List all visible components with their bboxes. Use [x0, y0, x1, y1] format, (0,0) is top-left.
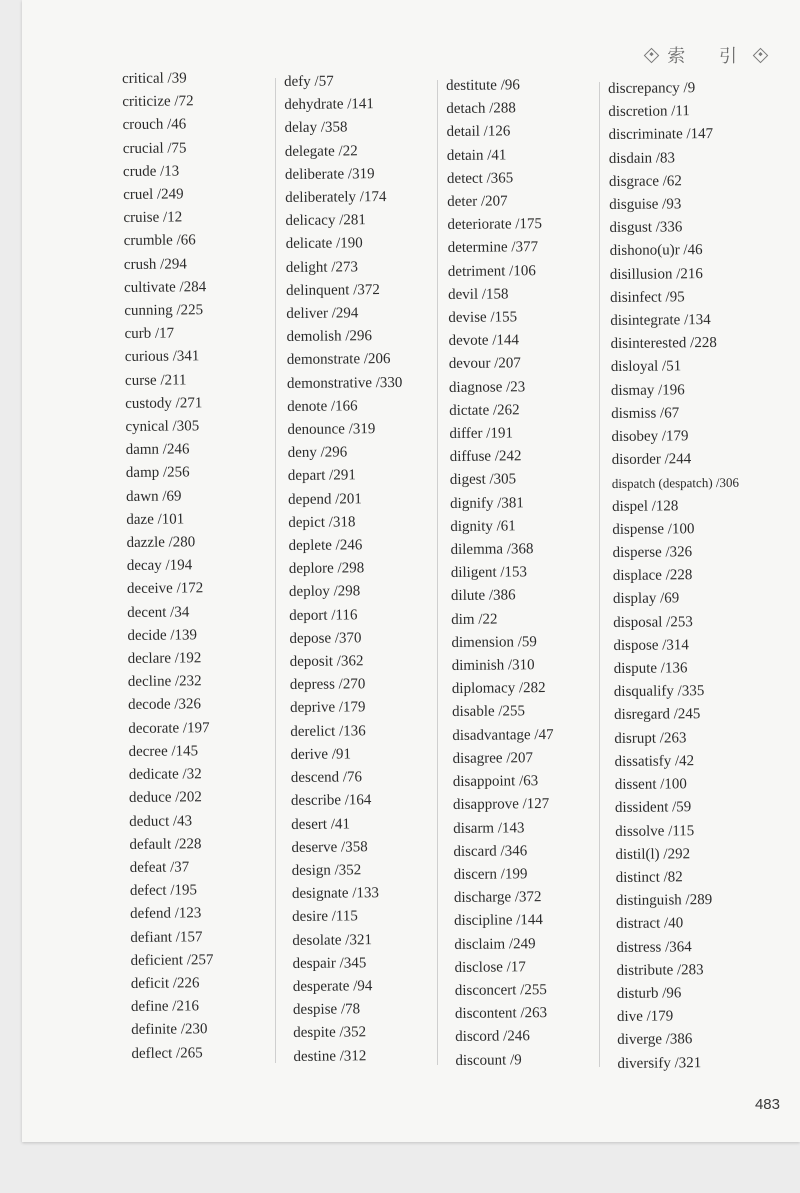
index-entry: decide /139	[127, 627, 198, 644]
index-entry: disperse /326	[612, 544, 693, 562]
index-entry: disapprove /127	[452, 796, 550, 814]
index-entry: desire /115	[292, 908, 358, 926]
index-entry: dilute /386	[450, 587, 516, 605]
index-entry: dictate /262	[449, 402, 520, 419]
index-entry: diligent /153	[450, 564, 528, 582]
index-entry: decent /34	[127, 604, 190, 621]
index-entry: devise /155	[448, 309, 518, 327]
index-entry: custody /271	[125, 395, 203, 412]
index-entry: decay /194	[126, 557, 193, 575]
index-entry: devil /158	[448, 286, 509, 303]
index-entry: despair /345	[292, 954, 367, 972]
index-entry: distribute /283	[616, 961, 704, 979]
index-entry: descend /76	[290, 769, 363, 787]
index-entry: defy /57	[284, 73, 334, 90]
index-entry: dissolve /115	[615, 822, 695, 840]
index-entry: disturb /96	[616, 985, 682, 1002]
index-entry: depose /370	[289, 630, 362, 647]
index-entry: deduce /202	[128, 789, 202, 807]
index-entry: devote /144	[448, 332, 520, 350]
column-divider	[275, 78, 276, 1063]
page-number: 483	[754, 1096, 780, 1113]
index-entry: crude /13	[122, 163, 180, 180]
index-entry: dishono(u)r /46	[609, 242, 703, 260]
index-entry: define /216	[130, 998, 199, 1016]
index-entry: disqualify /335	[613, 683, 705, 701]
index-entry: dim /22	[451, 611, 498, 628]
index-entry: detect /365	[446, 170, 514, 187]
index-entry: discrepancy /9	[608, 80, 696, 97]
index-entry: defiant /157	[130, 928, 203, 946]
index-entry: disposal /253	[613, 613, 693, 631]
index-entry: discharge /372	[453, 889, 542, 907]
index-entry: discretion /11	[608, 103, 690, 121]
index-entry: deport /116	[289, 606, 358, 624]
index-entry: dispatch (despatch) /306	[611, 475, 740, 492]
column-divider	[437, 80, 438, 1065]
index-entry: disrupt /263	[614, 729, 687, 747]
index-entry: criticize /72	[122, 93, 194, 111]
index-entry: cruise /12	[123, 209, 183, 227]
index-entry: deserve /358	[291, 838, 368, 856]
index-entry: defend /123	[130, 905, 202, 923]
index-entry: deduct /43	[129, 812, 193, 830]
index-entry: crumble /66	[123, 232, 196, 250]
index-entry: deter /207	[447, 193, 508, 211]
index-entry: discord /246	[455, 1028, 530, 1046]
index-column-1	[122, 67, 214, 1065]
index-entry: disregard /245	[614, 706, 701, 724]
index-entry: deteriorate /175	[447, 216, 543, 234]
index-entry: disobey /179	[611, 428, 689, 446]
index-entry: dazzle /280	[126, 534, 196, 552]
index-entry: devour /207	[448, 355, 521, 373]
index-entry: crouch /46	[122, 116, 187, 134]
index-entry: dismiss /67	[611, 405, 680, 422]
index-entry: disloyal /51	[610, 358, 682, 376]
index-entry: distract /40	[616, 915, 684, 933]
index-entry: depend /201	[288, 490, 362, 508]
index-entry: dive /179	[616, 1008, 674, 1026]
index-entry: discriminate /147	[608, 126, 714, 144]
index-entry: dignity /61	[450, 518, 516, 535]
index-entry: dilemma /368	[450, 541, 534, 559]
index-entry: displace /228	[612, 567, 693, 585]
index-entry: disclose /17	[454, 958, 526, 976]
index-entry: dispute /136	[613, 660, 688, 678]
index-entry: disagree /207	[452, 750, 534, 767]
index-entry: crush /294	[123, 256, 187, 273]
index-entry: detach /288	[446, 100, 516, 118]
index-entry: dissent /100	[614, 776, 687, 794]
index-entry: destine /312	[293, 1047, 367, 1065]
index-entry: designate /133	[291, 885, 380, 903]
diamond-icon	[644, 47, 660, 63]
index-entry: dispose /314	[613, 637, 689, 654]
index-entry: detain /41	[446, 147, 507, 164]
index-entry: distinguish /289	[615, 892, 713, 910]
index-entry: depress /270	[289, 676, 366, 694]
column-divider	[599, 82, 600, 1067]
index-entry: despite /352	[293, 1024, 367, 1042]
index-entry: curb /17	[124, 325, 175, 343]
index-entry: deflect /265	[131, 1044, 203, 1062]
index-entry: defeat /37	[129, 859, 190, 876]
index-entry: disclaim /249	[454, 935, 536, 953]
index-entry: deposit /362	[289, 653, 364, 671]
index-entry: describe /164	[290, 792, 372, 810]
index-entry: disguise /93	[609, 196, 682, 214]
index-entry: discount /9	[455, 1051, 522, 1069]
index-entry: cruel /249	[123, 186, 184, 204]
index-entry: deceive /172	[126, 580, 204, 598]
index-entry: disable /255	[452, 703, 526, 721]
index-entry: display /69	[612, 590, 680, 608]
index-entry: distinct /82	[615, 869, 683, 886]
index-entry: delight /273	[285, 258, 359, 276]
index-entry: deplete /246	[288, 537, 363, 555]
page-header-title: 索 引	[667, 46, 751, 67]
index-entry: demonstrative /330	[286, 374, 403, 392]
index-entry: denounce /319	[287, 421, 376, 439]
index-entry: dissident /59	[614, 799, 692, 817]
index-entry: cultivate /284	[124, 279, 207, 296]
index-entry: deprive /179	[290, 699, 366, 717]
index-entry: despise /78	[292, 1001, 361, 1019]
index-entry: dedicate /32	[128, 766, 202, 784]
index-entry: decline /232	[127, 673, 202, 691]
index-entry: destitute /96	[446, 77, 520, 94]
index-entry: damn /246	[125, 441, 190, 459]
index-entry: determine /377	[447, 239, 539, 257]
index-entry: disconcert /255	[454, 981, 547, 999]
index-entry: depict /318	[288, 514, 356, 531]
index-entry: detail /126	[446, 123, 511, 141]
index-entry: deliver /294	[286, 305, 359, 323]
index-entry: cynical /305	[125, 418, 200, 436]
index-entry: dispense /100	[612, 521, 695, 538]
index-column-4	[608, 77, 745, 1076]
index-entry: denote /166	[287, 398, 358, 415]
index-entry: deficit /226	[130, 975, 200, 992]
index-entry: decode /326	[128, 696, 202, 714]
index-entry: curious /341	[124, 348, 200, 366]
index-entry: daze /101	[126, 511, 185, 528]
index-entry: disorder /244	[611, 451, 692, 469]
index-entry: decorate /197	[128, 719, 210, 737]
index-entry: disadvantage /47	[452, 726, 554, 744]
index-entry: critical /39	[122, 70, 187, 87]
index-entry: detriment /106	[447, 262, 536, 280]
index-column-3	[446, 74, 557, 1073]
index-entry: delinquent /372	[286, 281, 380, 299]
index-entry: disillusion /216	[609, 265, 703, 283]
index-entry: deliberate /319	[284, 165, 375, 183]
index-entry: dispel /128	[612, 498, 679, 515]
index-entry: diversify /321	[617, 1054, 702, 1072]
index-entry: diverge /386	[617, 1031, 693, 1049]
index-entry: disgrace /62	[608, 173, 682, 190]
index-entry: derive /91	[290, 746, 352, 763]
index-entry: disgust /336	[609, 219, 683, 237]
index-entry: desert /41	[291, 815, 351, 833]
index-entry: crucial /75	[122, 139, 187, 157]
index-entry: diagnose /23	[448, 378, 526, 396]
index-entry: disdain /83	[608, 149, 676, 167]
index-entry: dehydrate /141	[284, 96, 374, 114]
index-entry: distil(l) /292	[615, 845, 691, 863]
index-entry: disarm /143	[453, 819, 525, 837]
index-entry: deplore /298	[288, 560, 365, 578]
index-entry: decree /145	[128, 743, 199, 760]
index-entry: distress /364	[616, 938, 692, 956]
index-entry: delay /358	[284, 119, 348, 137]
index-entry: defect /195	[129, 882, 198, 900]
diamond-icon	[753, 47, 769, 63]
index-entry: cunning /225	[124, 302, 204, 320]
index-entry: desolate /321	[292, 931, 372, 949]
index-entry: demolish /296	[286, 328, 373, 346]
index-entry: depart /291	[287, 467, 356, 485]
index-entry: dawn /69	[126, 488, 182, 505]
index-entry: design /352	[291, 862, 362, 879]
index-entry: diminish /310	[451, 657, 535, 675]
index-entry: discern /199	[453, 866, 528, 883]
index-entry: delicate /190	[285, 235, 363, 253]
index-entry: dignify /381	[450, 494, 524, 512]
index-entry: discontent /263	[454, 1005, 548, 1023]
index-entry: disinterested /228	[610, 335, 717, 353]
index-entry: digest /305	[449, 471, 517, 489]
index-entry: deny /296	[287, 444, 348, 462]
page-header	[646, 42, 766, 68]
index-entry: dismay /196	[610, 381, 685, 399]
index-entry: deploy /298	[288, 583, 361, 601]
index-entry: dissatisfy /42	[614, 753, 695, 770]
index-entry: damp /256	[125, 464, 190, 482]
index-entry: delicacy /281	[285, 212, 366, 230]
index-entry: deliberately /174	[285, 189, 387, 207]
index-entry: diplomacy /282	[451, 680, 546, 698]
index-entry: desperate /94	[292, 978, 373, 995]
index-entry: default /228	[129, 835, 202, 853]
index-entry: disappoint /63	[452, 773, 539, 791]
index-entry: dimension /59	[451, 634, 537, 651]
index-entry: disinfect /95	[610, 289, 685, 306]
index-entry: delegate /22	[284, 142, 358, 160]
index-column-2	[284, 70, 409, 1069]
index-page	[22, 0, 800, 1142]
index-entry: definite /230	[131, 1021, 208, 1039]
index-entry: curse /211	[124, 372, 187, 389]
index-entry: disintegrate /134	[610, 312, 711, 330]
index-entry: declare /192	[127, 650, 202, 668]
index-entry: demonstrate /206	[286, 351, 391, 369]
index-entry: discard /346	[453, 842, 528, 860]
index-entry: deficient /257	[130, 951, 214, 969]
index-entry: derelict /136	[290, 722, 366, 740]
index-entry: discipline /144	[454, 912, 543, 930]
index-entry: differ /191	[449, 425, 513, 443]
index-entry: diffuse /242	[449, 448, 522, 466]
